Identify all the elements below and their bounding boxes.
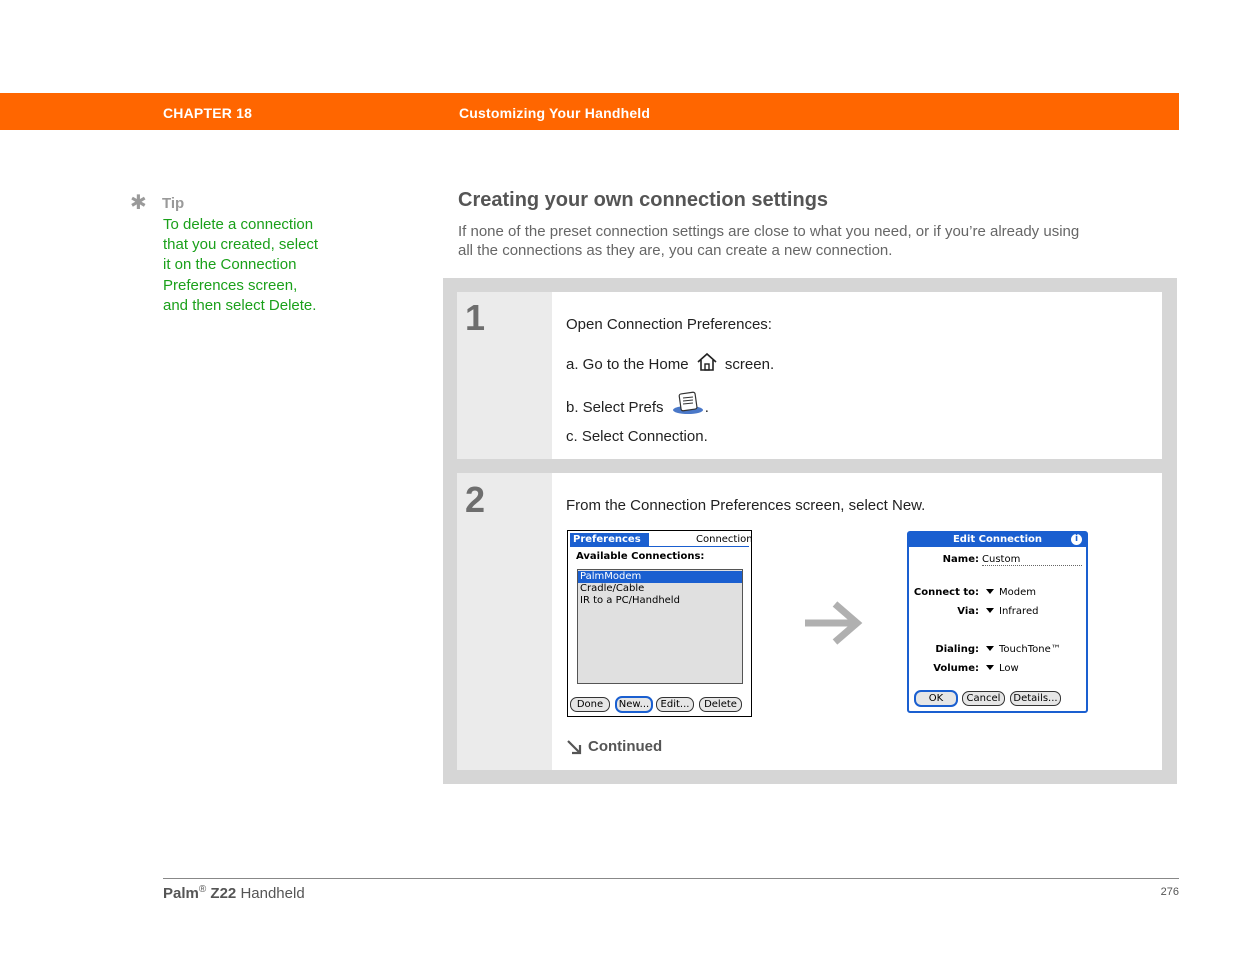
ok-button[interactable]: OK xyxy=(914,690,958,707)
volume-picker[interactable] xyxy=(986,663,1019,674)
done-button[interactable]: Done xyxy=(570,697,610,712)
step-2-number: 2 xyxy=(465,479,486,520)
name-label: Name: xyxy=(942,554,979,565)
footer-product xyxy=(163,884,305,902)
connect-to-label: Connect to: xyxy=(913,587,979,598)
tip-heading: Tip xyxy=(162,195,185,212)
tip-line: that you created, select xyxy=(163,236,319,254)
intro-line: If none of the preset connection settings are close to what you need, or if you’re already using xyxy=(458,223,1080,240)
delete-button[interactable]: Delete xyxy=(699,697,742,712)
footer-model: Z22 xyxy=(210,885,237,902)
volume-label: Volume: xyxy=(933,663,979,674)
prefs-title-rule xyxy=(570,546,749,547)
chapter-label: CHAPTER 18 xyxy=(163,105,253,121)
dropdown-triangle-icon xyxy=(986,608,994,613)
prefs-title: Preferences xyxy=(570,533,649,546)
connection-item[interactable]: Cradle/Cable xyxy=(580,583,645,594)
step-1-item-a xyxy=(566,352,774,373)
info-icon[interactable]: i xyxy=(1071,534,1082,545)
page-number: 276 xyxy=(1160,886,1179,898)
home-icon xyxy=(696,352,718,372)
volume-value: Low xyxy=(999,663,1019,674)
dropdown-triangle-icon xyxy=(986,589,994,594)
name-field[interactable]: Custom xyxy=(982,554,1082,566)
prefs-category-picker[interactable]: Connection xyxy=(696,534,753,545)
dialing-picker[interactable] xyxy=(986,644,1061,655)
new-button[interactable]: New... xyxy=(615,696,653,713)
prefs-icon xyxy=(671,390,705,416)
dropdown-triangle-icon xyxy=(986,665,994,670)
tip-line: To delete a connection xyxy=(163,216,314,233)
section-title: Creating your own connection settings xyxy=(458,189,829,211)
continued-arrow-icon xyxy=(566,738,584,756)
step-2-lead: From the Connection Preferences screen, select New. xyxy=(566,497,926,514)
edit-button[interactable]: Edit... xyxy=(656,697,694,712)
step-1-item-c: c. Select Connection. xyxy=(566,428,708,445)
intro-line: all the connections as they are, you can create a new connection. xyxy=(458,242,893,259)
step-1-item-b-prefix: b. Select Prefs xyxy=(566,399,664,416)
tip-text xyxy=(163,215,363,316)
edit-connection-screen xyxy=(907,531,1088,713)
step-1-item-b-suffix: . xyxy=(704,399,709,416)
connect-to-value: Modem xyxy=(999,587,1036,598)
section-intro xyxy=(458,222,1158,260)
connections-list[interactable] xyxy=(577,569,743,684)
footer-brand: Palm xyxy=(163,885,199,902)
footer-rule xyxy=(163,878,1179,879)
footer-product-name: Handheld xyxy=(240,885,305,902)
connect-to-picker[interactable] xyxy=(986,587,1036,598)
dialing-label: Dialing: xyxy=(935,644,979,655)
cancel-button[interactable]: Cancel xyxy=(962,691,1005,706)
right-arrow-icon xyxy=(803,600,863,646)
footer-registered: ® xyxy=(198,884,207,895)
tip-line: Preferences screen, xyxy=(163,276,298,294)
step-1-lead: Open Connection Preferences: xyxy=(566,316,772,333)
step-1-item-b xyxy=(566,390,709,416)
continued-label: Continued xyxy=(588,738,663,755)
step-1-number: 1 xyxy=(465,297,486,338)
step-1-item-a-suffix: screen. xyxy=(724,356,775,373)
preferences-screen xyxy=(567,530,752,717)
details-button[interactable]: Details... xyxy=(1010,691,1061,706)
tip-line: and then select Delete. xyxy=(163,296,317,314)
chapter-title: Customizing Your Handheld xyxy=(459,105,651,121)
asterisk-icon: ✱ xyxy=(130,192,147,214)
dropdown-triangle-icon xyxy=(986,646,994,651)
dialing-value: TouchTone™ xyxy=(999,644,1061,655)
connection-item-selected[interactable]: PalmModem xyxy=(578,571,742,583)
connection-item[interactable]: IR to a PC/Handheld xyxy=(580,595,680,606)
via-label: Via: xyxy=(957,606,979,617)
step-1-item-a-prefix: a. Go to the Home xyxy=(566,356,689,373)
edit-title: Edit Connection xyxy=(952,534,1043,545)
prefs-list-label: Available Connections: xyxy=(576,551,705,562)
tip-line: it on the Connection xyxy=(163,256,297,274)
via-value: Infrared xyxy=(999,606,1039,617)
via-picker[interactable] xyxy=(986,606,1038,617)
